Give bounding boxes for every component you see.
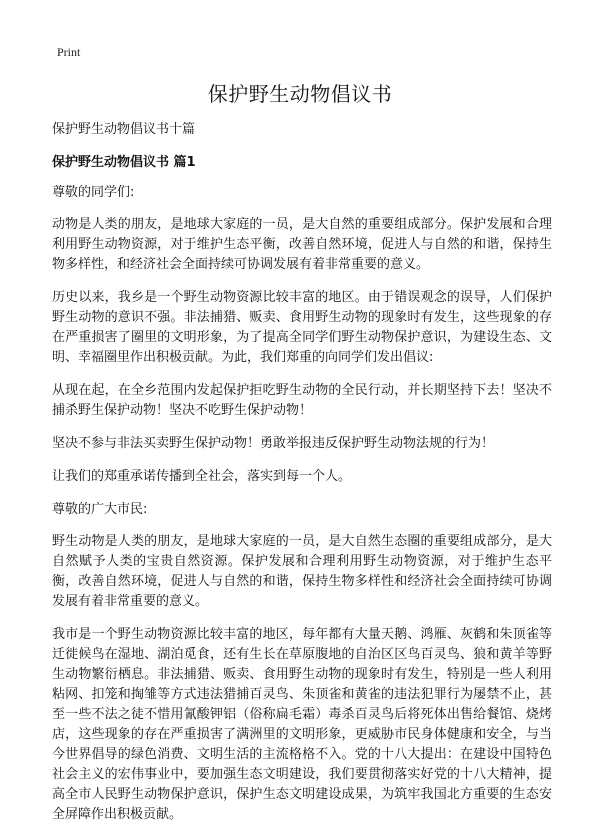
paragraph: 历史以来，我乡是一个野生动物资源比较丰富的地区。由于错误观念的误导，人们保护野生动物的意识不强。非法捕猎、贩卖、食用野生动物的现象时有发生，这些现象的存在严重损害了圈里的文明形象，为了提高全同学们野生动物保护意识，为建设生态、文明、幸福圈里作出积极贡献。为此，我们郑重的向同学们发出倡议: [52,290,552,365]
document-body [52,120,552,838]
paragraph: 从现在起，在全乡范围内发起保护拒吃野生动物的全民行动，并长期坚持下去！坚决不捕杀野生保护动物！坚决不吃野生保护动物！ [52,383,552,418]
paragraph: 野生动物是人类的朋友，是地球大家庭的一员，是大自然生态圈的重要组成部分，是大自然赋予人类的宝贵自然资源。保护发展和合理利用野生动物资源，对于维护生态平衡，改善自然环境，促进人与自然的和谐，保持生物多样性和经济社会全面持续可协调发展有着非常重要的意义。 [52,534,552,609]
paragraph: 让我们的郑重承诺传播到全社会，落实到每一个人。 [52,469,352,484]
paragraph: 坚决不参与非法买卖野生保护动物！勇敢举报违反保护野生动物法规的行为！ [52,436,495,451]
print-link[interactable]: Print [57,45,81,59]
section-heading: 保护野生动物倡议书 篇1 [52,155,196,170]
document-subtitle: 保护野生动物倡议书十篇 [52,122,196,137]
page-title: 保护野生动物倡议书 [207,82,393,106]
paragraph: 我市是一个野生动物资源比较丰富的地区，每年都有大量天鹅、鸿雁、灰鹤和朱顶雀等迁徙候鸟在湿地、湖泊觅食，还有生长在草原腹地的自治区区鸟百灵鸟、狼和黄羊等野生动物繁衍栖息。非法捕猎、贩卖、食用野生动物的现象时有发生，特别是一些人利用粘网、扣笼和掏雏等方式违法猎捕百灵鸟、朱顶雀和黄雀的违法犯罪行为屡禁不止，甚至一些不法之徒不惜用氰酸钾铝（俗称扁毛霜）毒杀百灵鸟后将死体出售给餐馆、烧烤店，这些现象的存在严重损害了满洲里的文明形象，更威胁市民身体健康和安全，与当今世界倡导的绿色消费、文明生活的主流格格不入。党的十八大提出：在建设中国特色社会主义的宏伟事业中，要加强生态文明建设，我们要贯彻落实好党的十八大精神，提高全市人民野生动物保护意识，保护生态文明建设成果，为筑牢我国北方重要的生态安全屏障作出积极贡献。 [52,627,552,822]
paragraph: 动物是人类的朋友，是地球大家庭的一员，是大自然的重要组成部分。保护发展和合理利用野生动物资源，对于维护生态平衡，改善自然环境，促进人与自然的和谐，保持生物多样性，和经济社会全面持续可协调发展有着非常重要的意义。 [52,217,552,272]
greeting-citizens: 尊敬的广大市民: [52,502,148,517]
greeting-students: 尊敬的同学们: [52,185,135,200]
